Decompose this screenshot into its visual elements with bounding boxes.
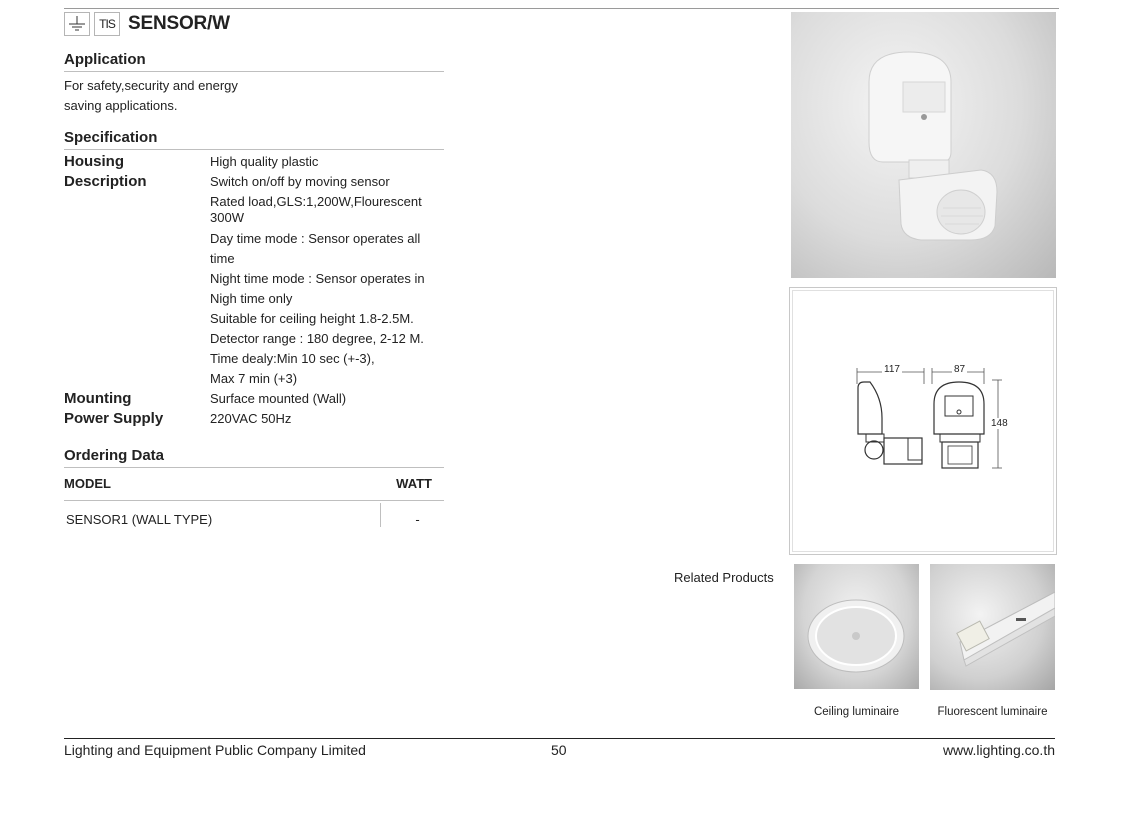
footer-website-link[interactable]: www.lighting.co.th [942,742,1055,758]
application-heading: Application [64,51,444,72]
dimension-label-side-width: 117 [884,364,900,375]
dimension-label-height: 148 [991,418,1008,429]
spec-row-housing [64,152,444,172]
related-caption-ceiling[interactable]: Ceiling luminaire [813,706,899,718]
description-line: 300W [210,210,244,225]
ground-symbol-icon [64,12,90,36]
title-row [64,10,444,38]
table-row [64,501,444,527]
description-line: Switch on/off by moving sensor [210,174,390,189]
model-cell [64,503,381,527]
description-line: Night time mode : Sensor operates in [210,271,425,286]
column-header-watt: WATT [396,476,432,491]
description-line: Detector range : 180 degree, 2-12 M. [210,331,424,346]
spec-value: 220VAC 50Hz [210,411,292,426]
related-product-fluorescent-image[interactable] [930,564,1055,690]
footer-company: Lighting and Equipment Public Company Limited [64,742,366,758]
description-line: Time dealy:Min 10 sec (+-3), [210,351,375,366]
ordering-heading: Ordering Data [64,447,444,468]
dimension-label-front-width: 87 [954,364,966,375]
watt-cell: - [415,512,420,527]
related-caption-fluorescent[interactable]: Fluorescent luminaire [937,706,1048,718]
page-number: 50 [551,742,567,758]
column-header-model: MODEL [64,476,111,491]
description-line: Rated load,GLS:1,200W,Flourescent [210,194,422,209]
model-value: SENSOR1 (WALL TYPE) [66,512,213,527]
description-line: Max 7 min (+3) [210,371,298,386]
ordering-header-row [64,468,444,501]
description-line: Nigh time only [210,291,293,306]
spec-value: Surface mounted (Wall) [210,391,347,406]
footer-rule [64,738,1055,739]
related-products-label: Related Products [674,570,774,585]
application-line: saving applications. [64,98,178,113]
spec-value [210,172,444,389]
description-line: Day time mode : Sensor operates all time [210,231,421,266]
spec-row-power [64,409,444,429]
spec-column [64,10,444,527]
spec-row-mounting [64,389,444,409]
spec-row-description [64,172,444,389]
product-photo [791,12,1056,278]
spec-key: Power Supply [64,410,164,427]
spec-value: High quality plastic [210,154,319,169]
specification-heading: Specification [64,129,444,150]
application-text [64,76,444,116]
tis-badge: TIS [94,12,120,36]
spec-key: Mounting [64,390,132,407]
product-title: SENSOR/W [128,13,230,34]
top-rule [64,8,1059,9]
application-line: For safety,security and energy [64,78,238,93]
spec-key: Description [64,173,147,190]
related-product-ceiling-image[interactable] [794,564,919,689]
spec-table [64,152,444,429]
spec-key: Housing [64,153,124,170]
description-line: Suitable for ceiling height 1.8-2.5M. [210,311,414,326]
dimension-drawing [789,287,1057,555]
